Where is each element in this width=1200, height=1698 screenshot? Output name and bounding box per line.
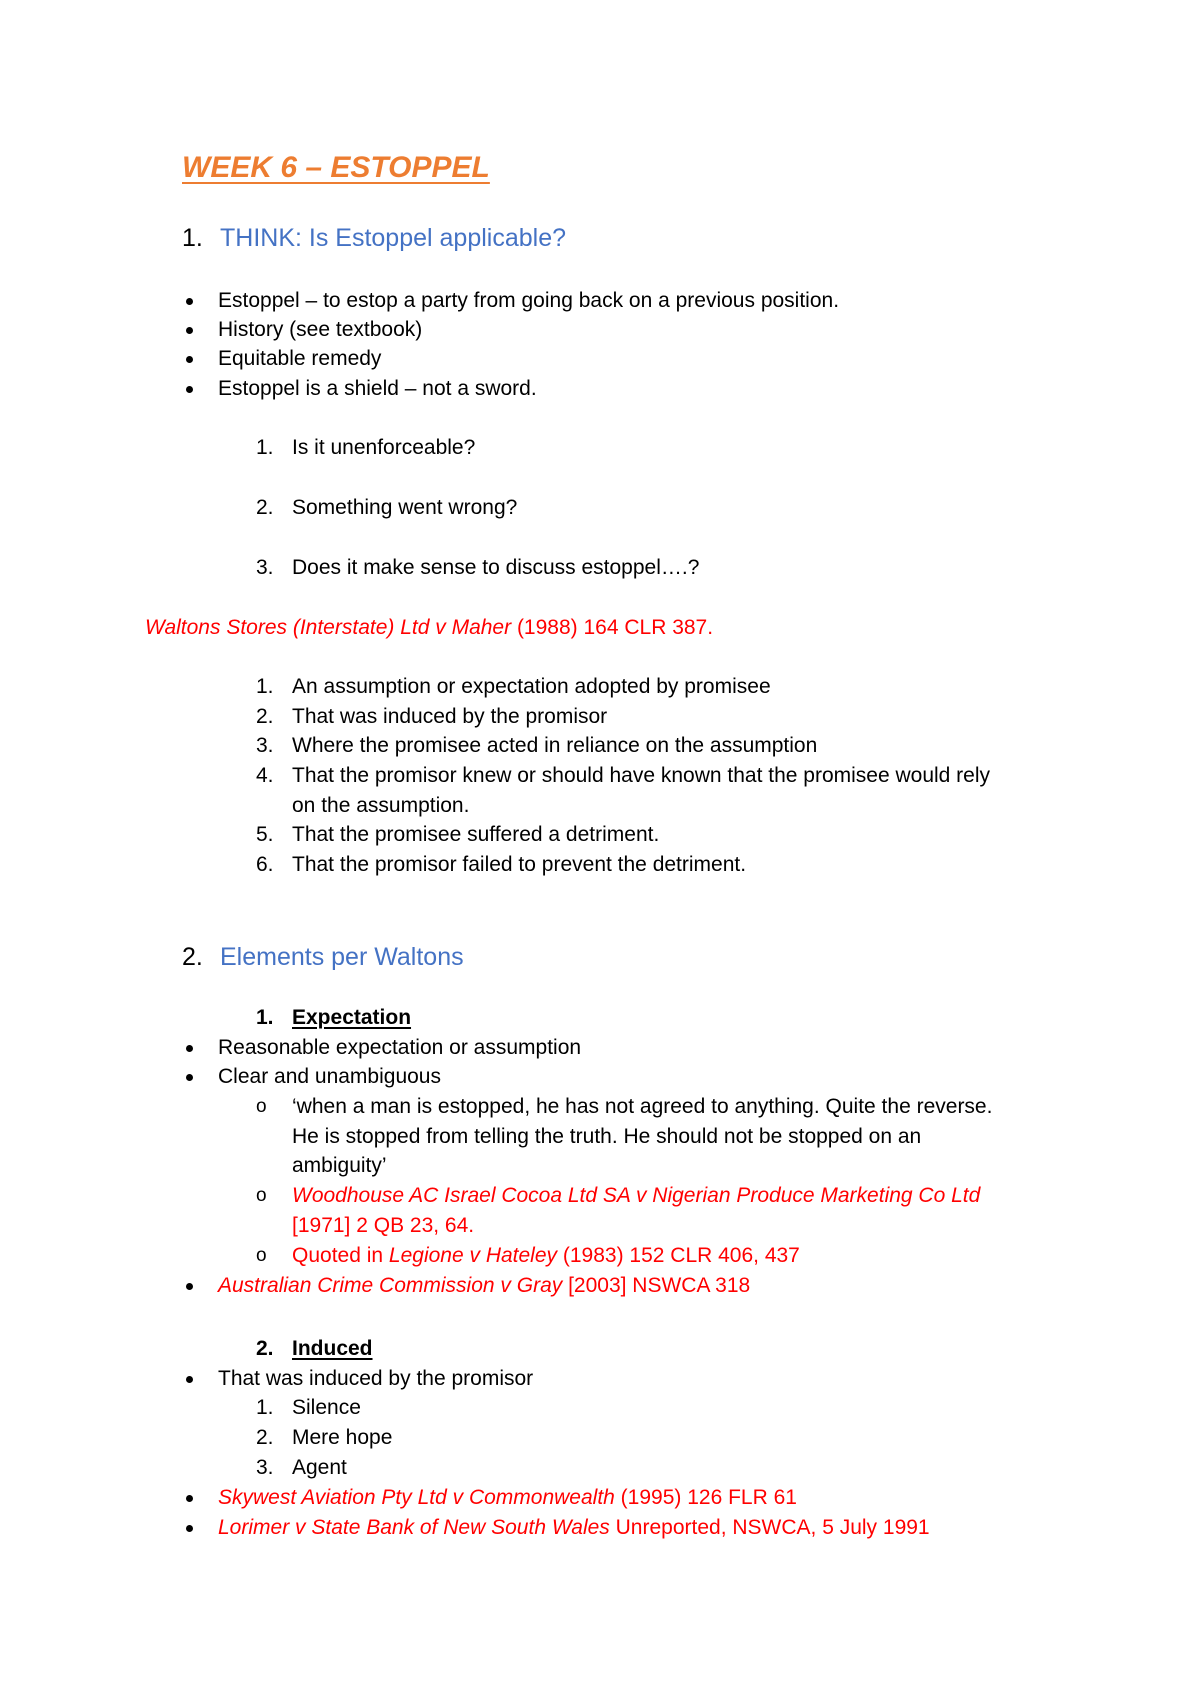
section-number: 1.	[182, 224, 203, 252]
circle-bullet-icon: o	[256, 1185, 267, 1206]
section-heading-text: Elements per Waltons	[220, 943, 464, 971]
bullet-icon	[186, 327, 193, 334]
bullet-icon	[186, 298, 193, 305]
case-reference: [2003] NSWCA 318	[562, 1274, 751, 1297]
case-name: Legione v Hateley	[388, 1244, 558, 1267]
case-citation	[145, 614, 713, 642]
bullet-icon	[186, 386, 193, 393]
case-name: Woodhouse AC Israel Cocoa Ltd SA v Nigerian Produce Marketing Co Ltd	[292, 1184, 981, 1207]
bullet-icon	[186, 1376, 193, 1383]
section-heading-text: THINK: Is Estoppel applicable?	[220, 224, 567, 252]
bullet-icon	[186, 356, 193, 363]
document-page: WEEK 6 – ESTOPPEL 1. THINK: Is Estoppel applicable? Estoppel – to estop a party from going back on a previous position. History (see textbook) Equitable remedy Estoppel is a shield – not a sword. 1. Is it unenforceable? 2. Something went wrong? 3. Does it make sense to discuss estoppel….? Waltons Stores (Interstate) Ltd v Maher (1988) 164 CLR 387. 1. An assumption or expectation adopted by promisee 2. That was induced by the promisor 3. Where the promisee acted in reliance on the assumption 4. That the promisor knew or should have known that the promisee would rely on the assumption. 5. That the promisee suffered a detriment. 6. That the promisor failed to prevent the detriment. 2. Elements per Waltons 1. Expectation Reasonable expectation or assumption Clear and unambiguous o ‘when a man is estopped, he has not agreed to anything. Quite the reverse. He is stopped from telling the truth. He should not be stopped on an ambiguity’ o Woodhouse AC Israel Cocoa Ltd SA v Nigerian Produce Marketing Co Ltd [1971] 2 QB 23, 64. o Quoted in Legione v Hateley (1983) 152 CLR 406, 437 Australian Crime Commission v Gray [2003] NSWCA 318 2. Induced That was induced by the promisor 1. Silence 2. Mere hope 3. Agent Skywest Aviation Pty Ltd v Commonwealth (1995) 126 FLR 61 Lorimer v State Bank of New South Wales Unreported, NSWCA, 5 July 1991	[0, 0, 1200, 1698]
circle-bullet-icon: o	[256, 1096, 267, 1117]
bullet-icon	[186, 1045, 193, 1052]
list-item-continuation: on the assumption.	[292, 794, 470, 817]
case-reference: (1983) 152 CLR 406, 437	[557, 1244, 800, 1267]
circle-bullet-icon: o	[256, 1245, 267, 1266]
bullet-icon	[186, 1283, 193, 1290]
case-reference: (1995) 126 FLR 61	[614, 1486, 797, 1509]
case-reference: Unreported, NSWCA, 5 July 1991	[609, 1516, 930, 1539]
case-name: Lorimer v State Bank of New South Wales	[218, 1516, 610, 1539]
section-number: 2.	[182, 943, 203, 971]
case-name: Skywest Aviation Pty Ltd v Commonwealth	[218, 1486, 615, 1509]
case-reference: (1988) 164 CLR 387.	[511, 616, 714, 639]
case-reference: [1971] 2 QB 23, 64.	[292, 1214, 475, 1237]
quote-continuation: He is stopped from telling the truth. He should not be stopped on an	[292, 1125, 922, 1148]
quote-continuation: ambiguity’	[292, 1154, 387, 1177]
bullet-icon	[186, 1495, 193, 1502]
bullet-icon	[186, 1525, 193, 1532]
case-name: Australian Crime Commission v Gray	[218, 1274, 563, 1297]
bullet-icon	[186, 1074, 193, 1081]
case-name: Waltons Stores (Interstate) Ltd v Maher	[145, 616, 512, 639]
page-title: WEEK 6 – ESTOPPEL	[182, 151, 490, 184]
